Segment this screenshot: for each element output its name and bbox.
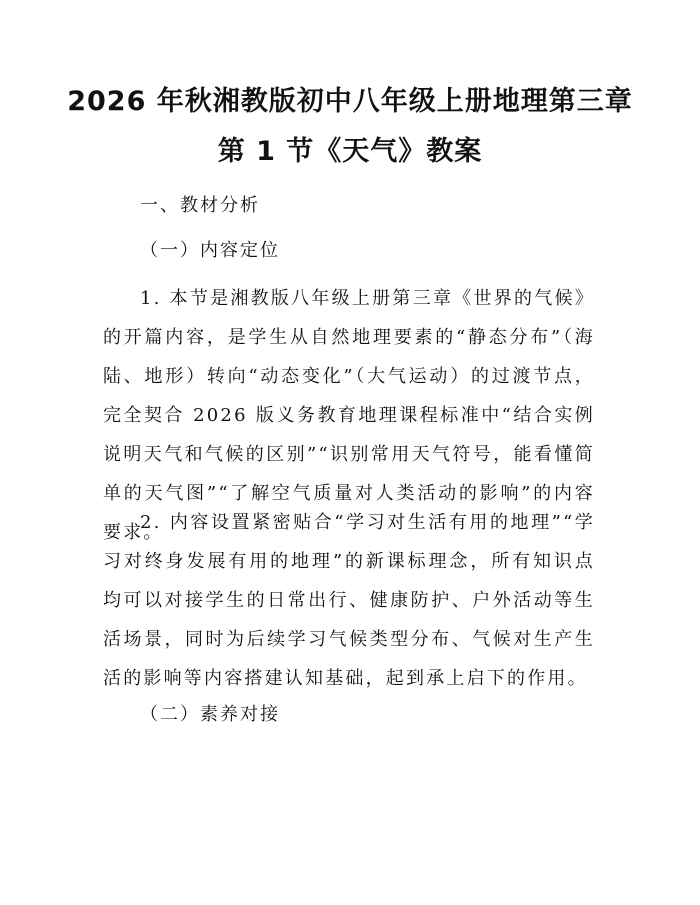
subsection-heading-literacy-alignment: （二）素养对接 bbox=[140, 704, 280, 725]
subsection-heading-content-positioning: （一）内容定位 bbox=[140, 240, 280, 261]
paragraph-content-positioning-1: 1. 本节是湘教版八年级上册第三章《世界的气候》的开篇内容，是学生从自然地理要素的“静态分布”（海陆、地形）转向“动态变化”（大气运动）的过渡节点，完全契合 2026 版义务教育地理课程标准中“结合实例说明天气和气候的区别”“识别常用天气符号，能看懂简单的天气图”“了解空气质量对人类活动的影响”的内容要求。 bbox=[103, 288, 595, 543]
paragraph-content-positioning-2: 2. 内容设置紧密贴合“学习对生活有用的地理”“学习对终身发展有用的地理”的新课标理念，所有知识点均可以对接学生的日常出行、健康防护、户外活动等生活场景，同时为后续学习气候类型分布、气候对生产生活的影响等内容搭建认知基础，起到承上启下的作用。 bbox=[103, 512, 595, 689]
section-heading-textbook-analysis: 一、教材分析 bbox=[140, 195, 260, 216]
document-title-line-2: 第 1 节《天气》教案 bbox=[217, 136, 483, 167]
document-title-line-1: 2026 年秋湘教版初中八年级上册地理第三章 bbox=[67, 86, 633, 117]
